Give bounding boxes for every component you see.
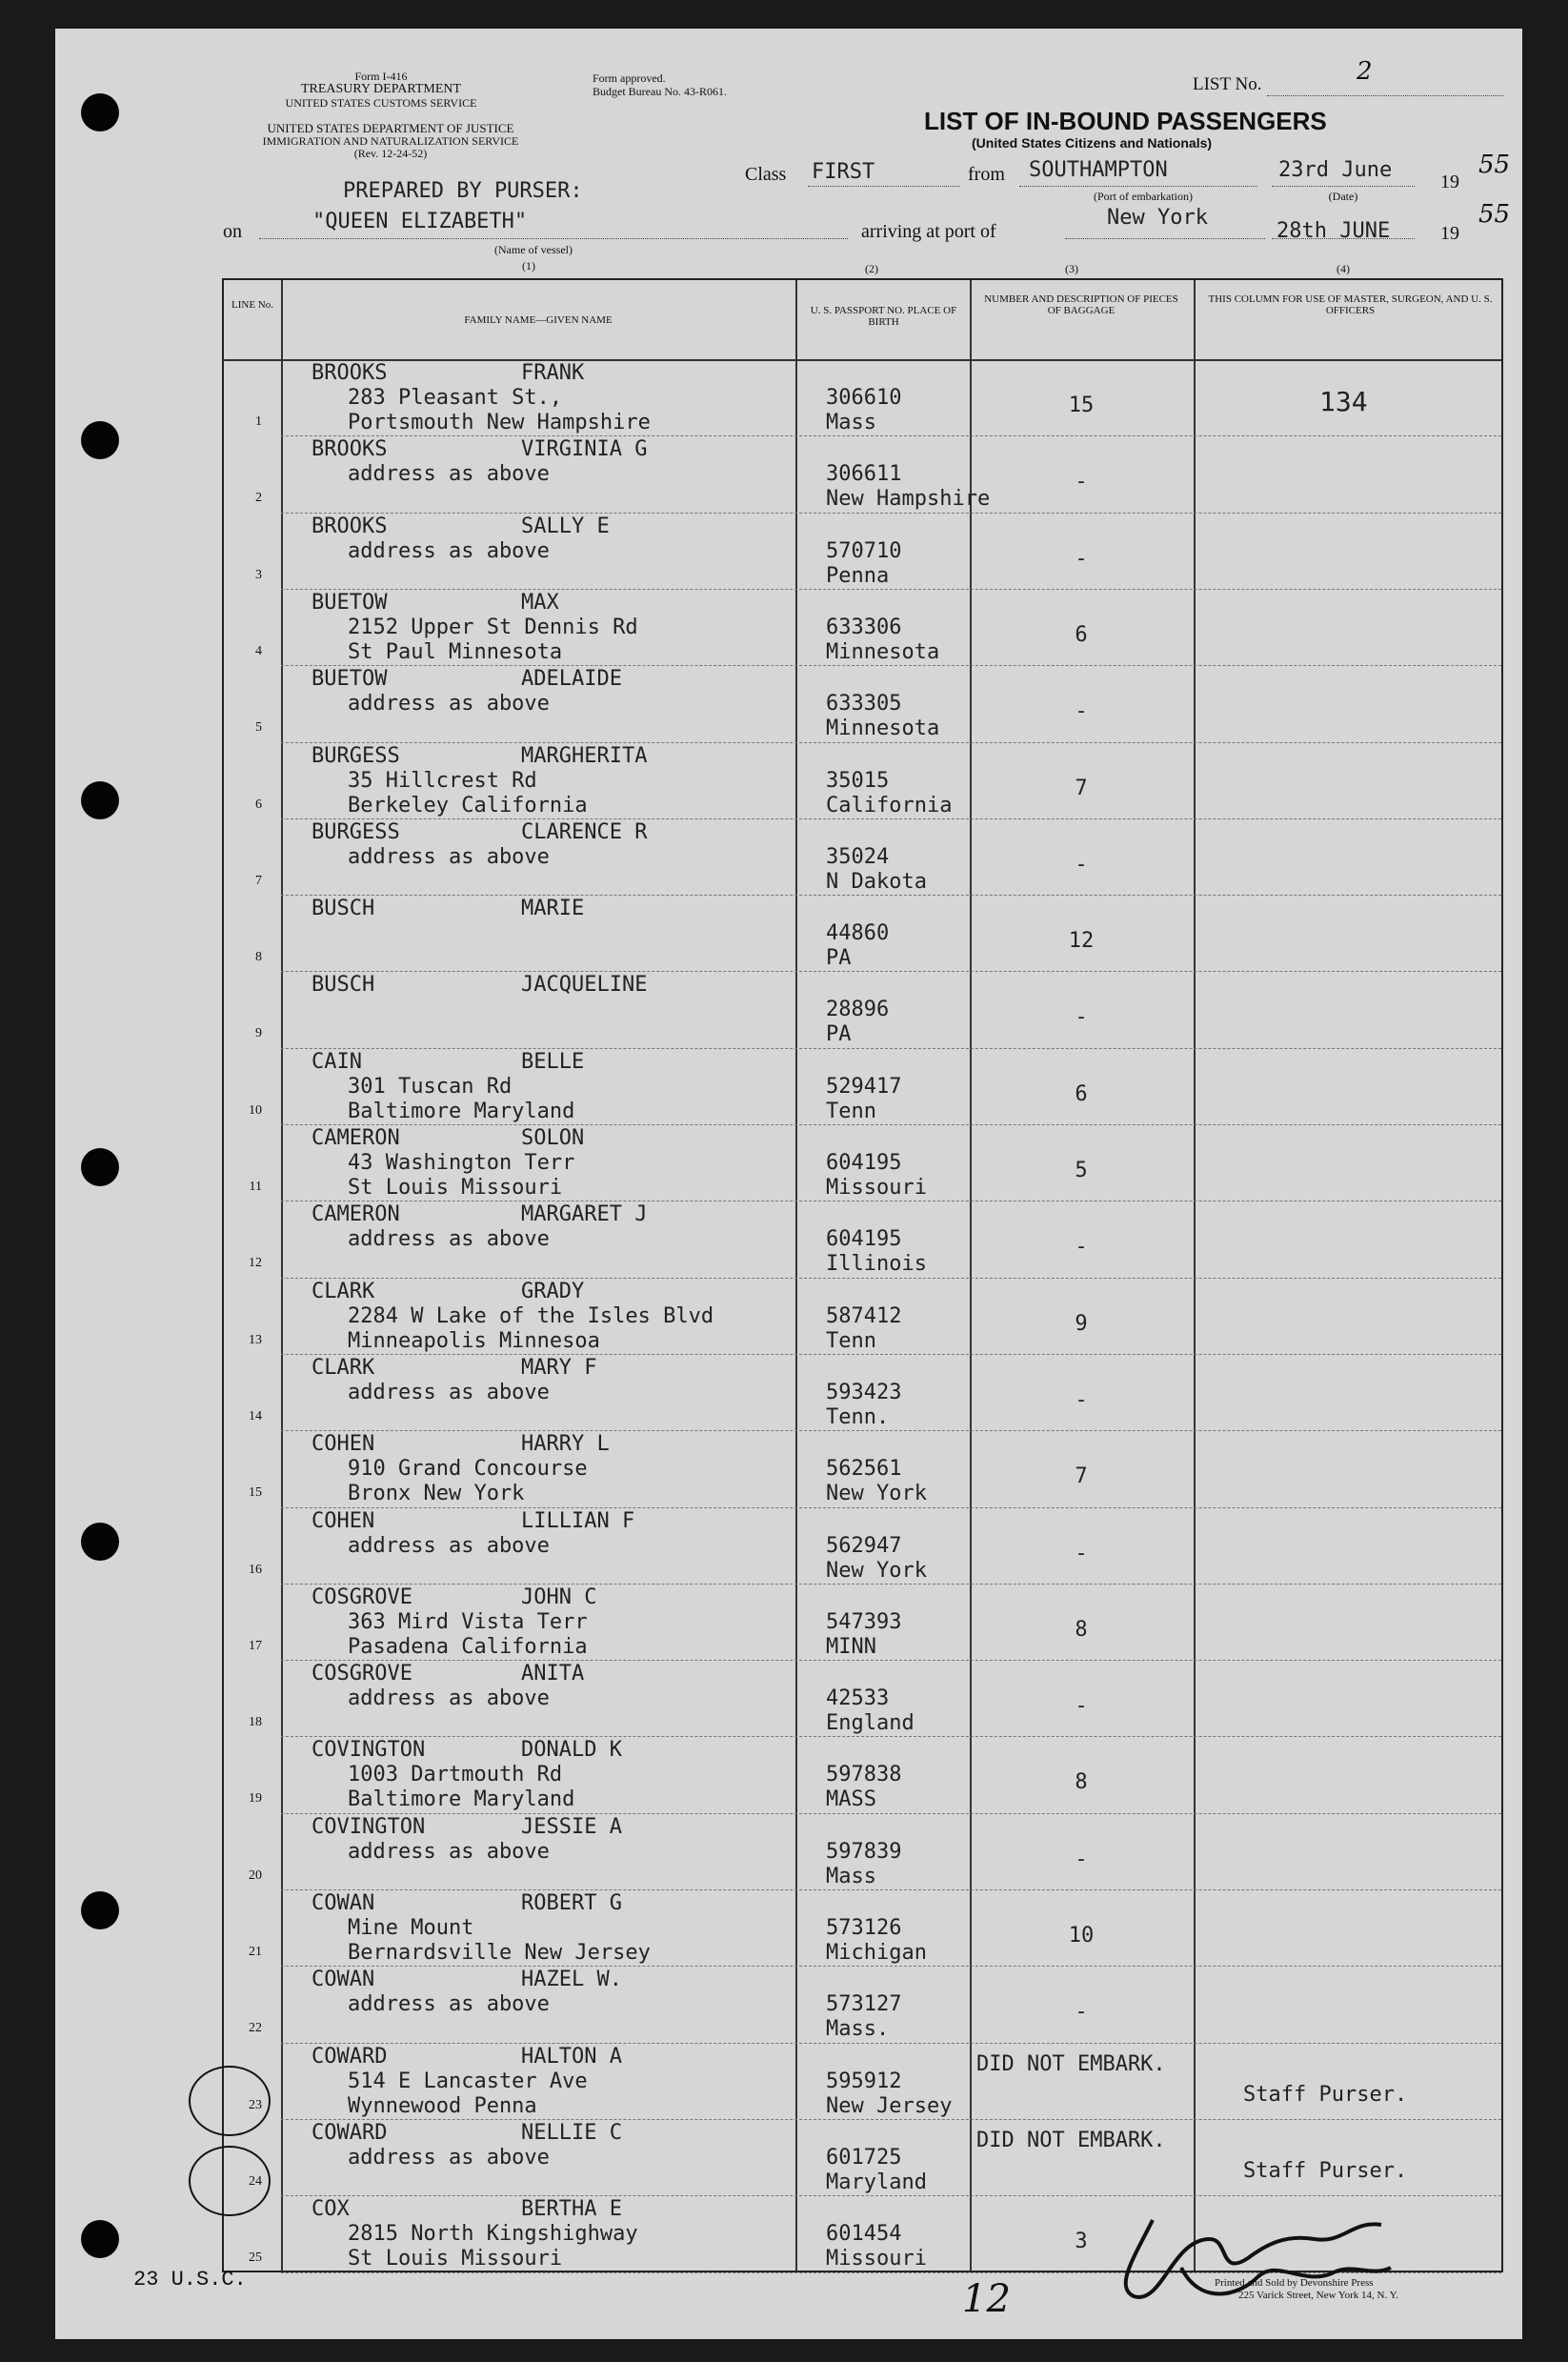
printer-imprint: Printed and Sold by Devonshire Press: [1215, 2277, 1374, 2289]
address-line-1: 2815 North Kingshighway: [348, 2222, 638, 2247]
place-of-birth: Minnesota: [826, 639, 940, 664]
arrival-year: 55: [1478, 200, 1511, 229]
date-rule: [1272, 186, 1415, 187]
table-row-divider: [281, 2119, 1501, 2120]
address-line-1: address as above: [348, 1380, 550, 1404]
line-number: 16: [249, 1562, 262, 1577]
address-line-1: 283 Pleasant St.,: [348, 386, 563, 410]
place-of-birth: England: [826, 1711, 915, 1736]
class-rule: [808, 186, 960, 187]
address-line-1: address as above: [348, 1839, 550, 1864]
baggage-count: 8: [1075, 1770, 1088, 1795]
given-name: BELLE: [521, 1049, 585, 1074]
table-row-divider: [281, 1354, 1501, 1355]
given-name: MARGHERITA: [521, 743, 648, 768]
place-of-birth: MINN: [826, 1634, 876, 1659]
staff-purser-note: Staff Purser.: [1243, 2082, 1408, 2107]
given-name: BERTHA E: [521, 2197, 622, 2222]
document-subtitle: (United States Citizens and Nationals): [972, 135, 1213, 151]
passport-number: 573127: [826, 1992, 902, 2017]
col-header-line-no: LINE No.: [231, 299, 273, 311]
column-number-1: (1): [522, 259, 535, 273]
year-prefix-2: 19: [1440, 223, 1459, 244]
table-row-divider: [281, 589, 1501, 590]
address-line-2: Minneapolis Minnesoa: [348, 1328, 600, 1353]
place-of-birth: PA: [826, 946, 852, 971]
given-name: SOLON: [521, 1126, 585, 1150]
passport-number: 42533: [826, 1686, 890, 1711]
passport-number: 595912: [826, 2069, 902, 2093]
family-name: COWAN: [312, 1891, 375, 1915]
line-number: 24: [249, 2173, 262, 2189]
line-number: 22: [249, 2021, 262, 2036]
passport-number: 573126: [826, 1916, 902, 1940]
baggage-count: -: [1075, 546, 1088, 571]
family-name: BURGESS: [312, 819, 400, 844]
binder-hole: [81, 93, 119, 131]
given-name: DONALD K: [521, 1738, 622, 1763]
given-name: JESSIE A: [521, 1814, 622, 1839]
binder-hole: [81, 1891, 119, 1929]
table-row-divider: [281, 665, 1501, 666]
place-of-birth: N Dakota: [826, 869, 927, 894]
given-name: JACQUELINE: [521, 973, 648, 998]
prepared-by: PREPARED BY PURSER:: [343, 179, 583, 203]
given-name: NELLIE C: [521, 2120, 622, 2145]
col-header-baggage: NUMBER AND DESCRIPTION OF PIECES OF BAGGAGE: [984, 293, 1178, 316]
baggage-count: -: [1075, 852, 1088, 877]
line-number: 6: [255, 797, 262, 812]
place-of-birth: Maryland: [826, 2170, 927, 2194]
passport-number: 44860: [826, 921, 890, 946]
family-name: BUETOW: [312, 667, 388, 692]
given-name: MAX: [521, 590, 559, 615]
port-of-embarkation: SOUTHAMPTON: [1029, 158, 1168, 182]
table-row-divider: [281, 1584, 1501, 1585]
address-line-2: Baltimore Maryland: [348, 1099, 575, 1123]
customs-service: UNITED STATES CUSTOMS SERVICE: [285, 96, 477, 110]
baggage-count: -: [1075, 470, 1088, 495]
line-number: 7: [255, 873, 262, 888]
place-of-birth: Penna: [826, 563, 890, 588]
line-number: 13: [249, 1332, 262, 1347]
table-row-divider: [281, 513, 1501, 514]
baggage-count: -: [1075, 1694, 1088, 1719]
line-number: 18: [249, 1715, 262, 1730]
place-of-birth: Missouri: [826, 2247, 927, 2271]
vessel-caption: (Name of vessel): [494, 243, 573, 256]
address-line-1: 35 Hillcrest Rd: [348, 768, 537, 793]
place-of-birth: California: [826, 793, 953, 818]
passport-number: 587412: [826, 1303, 902, 1328]
address-line-1: address as above: [348, 2145, 550, 2170]
table-row-divider: [281, 1736, 1501, 1737]
line-number: 25: [249, 2251, 262, 2266]
col-header-officers: THIS COLUMN FOR USE OF MASTER, SURGEON, AND U. S. OFFICERS: [1208, 293, 1493, 316]
given-name: ADELAIDE: [521, 667, 622, 692]
address-line-2: Wynnewood Penna: [348, 2093, 537, 2118]
passport-number: 604195: [826, 1227, 902, 1252]
place-of-birth: PA: [826, 1022, 852, 1047]
document-title: LIST OF IN-BOUND PASSENGERS: [924, 107, 1327, 135]
embarkation-date: 23rd June: [1278, 158, 1393, 182]
family-name: CLARK: [312, 1355, 375, 1380]
baggage-count: -: [1075, 699, 1088, 724]
given-name: SALLY E: [521, 514, 610, 538]
address-line-1: address as above: [348, 462, 550, 487]
baggage-count: 7: [1075, 776, 1088, 800]
place-of-birth: Tenn.: [826, 1404, 890, 1429]
line-number: 11: [249, 1180, 262, 1194]
table-row-divider: [281, 895, 1501, 896]
form-number: Form I-416: [354, 70, 408, 83]
table-row-divider: [281, 435, 1501, 436]
officer-signature: [1096, 2182, 1496, 2334]
handwritten-total: 12: [962, 2277, 1011, 2321]
address-line-2: Pasadena California: [348, 1634, 588, 1659]
place-of-birth: Mass: [826, 1864, 876, 1888]
year-prefix: 19: [1440, 172, 1459, 192]
address-line-1: 301 Tuscan Rd: [348, 1074, 513, 1099]
table-row-divider: [281, 1124, 1501, 1125]
binder-hole: [81, 421, 119, 459]
budget-bureau: Budget Bureau No. 43-R061.: [593, 85, 727, 98]
family-name: CLARK: [312, 1279, 375, 1303]
column-number-2: (2): [865, 262, 878, 275]
family-name: BROOKS: [312, 514, 388, 538]
baggage-count: -: [1075, 2000, 1088, 2025]
passport-number: 604195: [826, 1151, 902, 1175]
table-row-divider: [281, 1889, 1501, 1890]
family-name: COWAN: [312, 1968, 375, 1992]
arrival-date: 28th JUNE: [1277, 219, 1391, 243]
passenger-table: [222, 278, 1503, 2272]
baggage-count: 9: [1075, 1311, 1088, 1336]
treasury-department: TREASURY DEPARTMENT: [300, 82, 462, 96]
address-line-1: address as above: [348, 1533, 550, 1558]
line-number: 20: [249, 1867, 262, 1883]
passport-number: 547393: [826, 1609, 902, 1634]
line-number: 23: [249, 2097, 262, 2112]
family-name: COHEN: [312, 1432, 375, 1457]
passport-number: 601454: [826, 2222, 902, 2247]
baggage-count: 15: [1068, 394, 1095, 417]
port-caption: (Port of embarkation): [1094, 190, 1193, 203]
staff-purser-note: Staff Purser.: [1243, 2158, 1408, 2183]
baggage-count: 12: [1068, 929, 1095, 954]
line-number: 2: [255, 491, 262, 506]
on-label: on: [223, 221, 242, 242]
table-row-divider: [281, 1278, 1501, 1279]
given-name: MARIE: [521, 897, 585, 921]
baggage-count: DID NOT EMBARK.: [976, 2051, 1166, 2076]
address-line-1: 43 Washington Terr: [348, 1151, 575, 1175]
place-of-birth: New Hampshire: [826, 487, 991, 512]
line-number: 14: [249, 1408, 262, 1423]
vessel-name: "QUEEN ELIZABETH": [312, 210, 528, 233]
address-line-1: address as above: [348, 844, 550, 869]
passport-number: 601725: [826, 2145, 902, 2170]
binder-hole: [81, 2220, 119, 2258]
table-row-divider: [281, 1507, 1501, 1508]
given-name: JOHN C: [521, 1585, 597, 1609]
place-of-birth: Mass: [826, 411, 876, 434]
family-name: BROOKS: [312, 437, 388, 462]
usc-citation: 23 U.S.C.: [133, 2268, 247, 2291]
baggage-count: 6: [1075, 622, 1088, 647]
binder-hole: [81, 781, 119, 819]
passport-number: 35024: [826, 844, 890, 869]
family-name: CAIN: [312, 1049, 362, 1074]
address-line-1: address as above: [348, 538, 550, 563]
place-of-birth: Tenn: [826, 1328, 876, 1353]
officer-note: 134: [1319, 386, 1368, 417]
from-label: from: [968, 164, 1005, 185]
given-name: HARRY L: [521, 1432, 610, 1457]
address-line-2: St Louis Missouri: [348, 2247, 563, 2271]
passport-number: 35015: [826, 768, 890, 793]
column-divider: [281, 280, 283, 2271]
passport-number: 562947: [826, 1533, 902, 1558]
binder-hole: [81, 1523, 119, 1561]
class-label: Class: [745, 164, 787, 185]
header-rule: [224, 359, 1501, 361]
given-name: GRADY: [521, 1279, 585, 1303]
line-number: 4: [255, 643, 262, 658]
baggage-count: 7: [1075, 1464, 1088, 1489]
port-rule: [1019, 186, 1257, 187]
col-header-name: FAMILY NAME—GIVEN NAME: [464, 314, 613, 326]
baggage-count: -: [1075, 1541, 1088, 1565]
family-name: BURGESS: [312, 743, 400, 768]
table-row-divider: [281, 1966, 1501, 1967]
family-name: CAMERON: [312, 1202, 400, 1227]
baggage-count: -: [1075, 1235, 1088, 1260]
column-divider: [795, 280, 797, 2271]
passport-number: 306611: [826, 462, 902, 487]
form-approved: Form approved.: [593, 71, 666, 85]
arriving-label: arriving at port of: [861, 221, 996, 242]
passport-number: 597838: [826, 1763, 902, 1787]
printer-address: 225 Varick Street, New York 14, N. Y.: [1238, 2290, 1398, 2301]
passport-number: 306610: [826, 386, 902, 410]
class-value: FIRST: [812, 160, 875, 184]
given-name: ANITA: [521, 1662, 585, 1686]
date-caption: (Date): [1328, 190, 1358, 203]
place-of-birth: Tenn: [826, 1099, 876, 1123]
line-number: 9: [255, 1026, 262, 1041]
department-of-justice: UNITED STATES DEPARTMENT OF JUSTICE: [267, 121, 514, 135]
column-number-3: (3): [1065, 262, 1078, 275]
given-name: LILLIAN F: [521, 1508, 635, 1533]
address-line-1: 2152 Upper St Dennis Rd: [348, 615, 638, 639]
arrival-port-rule: [1065, 238, 1265, 239]
place-of-birth: MASS: [826, 1787, 876, 1812]
address-line-2: Berkeley California: [348, 793, 588, 818]
address-line-2: Portsmouth New Hampshire: [348, 411, 651, 434]
family-name: BUSCH: [312, 897, 375, 921]
place-of-birth: Illinois: [826, 1252, 927, 1277]
vessel-rule: [259, 238, 848, 239]
passport-number: 529417: [826, 1074, 902, 1099]
family-name: BUETOW: [312, 590, 388, 615]
address-line-2: Bernardsville New Jersey: [348, 1941, 651, 1965]
column-divider: [970, 280, 972, 2271]
address-line-1: Mine Mount: [348, 1916, 474, 1940]
column-number-4: (4): [1337, 262, 1350, 275]
family-name: COSGROVE: [312, 1662, 412, 1686]
baggage-count: -: [1075, 1387, 1088, 1412]
line-number: 17: [249, 1638, 262, 1653]
place-of-birth: New Jersey: [826, 2093, 953, 2118]
passport-number: 570710: [826, 538, 902, 563]
baggage-count: 3: [1075, 2230, 1088, 2254]
line-number: 1: [255, 414, 262, 429]
address-line-2: Bronx New York: [348, 1482, 525, 1506]
place-of-birth: Michigan: [826, 1941, 927, 1965]
place-of-birth: Missouri: [826, 1176, 927, 1200]
place-of-birth: New York: [826, 1482, 927, 1506]
passport-number: 28896: [826, 998, 890, 1022]
line-number: 3: [255, 567, 262, 582]
family-name: COHEN: [312, 1508, 375, 1533]
family-name: BROOKS: [312, 361, 388, 385]
embarkation-year: 55: [1478, 151, 1511, 179]
address-line-1: address as above: [348, 1686, 550, 1711]
baggage-count: -: [1075, 1847, 1088, 1871]
line-number: 5: [255, 720, 262, 736]
address-line-1: 2284 W Lake of the Isles Blvd: [348, 1303, 714, 1328]
passport-number: 597839: [826, 1839, 902, 1864]
address-line-1: 910 Grand Concourse: [348, 1457, 588, 1482]
signature-stroke: [1181, 2268, 1391, 2294]
table-row-divider: [281, 1813, 1501, 1814]
line-number: 19: [249, 1791, 262, 1807]
family-name: COWARD: [312, 2044, 388, 2069]
address-line-1: address as above: [348, 1992, 550, 2017]
line-number: 10: [249, 1102, 262, 1118]
column-divider: [1194, 280, 1196, 2271]
table-row-divider: [281, 742, 1501, 743]
address-line-1: 1003 Dartmouth Rd: [348, 1763, 563, 1787]
baggage-count: 8: [1075, 1617, 1088, 1642]
baggage-count: DID NOT EMBARK.: [976, 2128, 1166, 2152]
place-of-birth: Mass.: [826, 2017, 890, 2042]
form-revision: (Rev. 12-24-52): [353, 147, 428, 160]
given-name: HALTON A: [521, 2044, 622, 2069]
passport-number: 593423: [826, 1380, 902, 1404]
given-name: CLARENCE R: [521, 819, 648, 844]
table-row-divider: [281, 818, 1501, 819]
list-number-rule: [1267, 95, 1503, 96]
list-number: 2: [1357, 57, 1373, 86]
table-row-divider: [281, 2043, 1501, 2044]
family-name: CAMERON: [312, 1126, 400, 1150]
table-row-divider: [281, 1048, 1501, 1049]
baggage-count: 10: [1068, 1924, 1095, 1948]
address-line-1: 363 Mird Vista Terr: [348, 1609, 588, 1634]
given-name: HAZEL W.: [521, 1968, 622, 1992]
passport-number: 633305: [826, 692, 902, 717]
place-of-birth: Minnesota: [826, 717, 940, 741]
line-number: 8: [255, 950, 262, 965]
line-number: 21: [249, 1945, 262, 1959]
given-name: FRANK: [521, 361, 585, 385]
family-name: COVINGTON: [312, 1814, 426, 1839]
family-name: COWARD: [312, 2120, 388, 2145]
line-circle-mark: [189, 2066, 271, 2136]
signature-stroke: [1126, 2220, 1381, 2297]
binder-hole: [81, 1148, 119, 1186]
table-row-divider: [281, 971, 1501, 972]
family-name: COVINGTON: [312, 1738, 426, 1763]
given-name: MARY F: [521, 1355, 597, 1380]
family-name: COSGROVE: [312, 1585, 412, 1609]
family-name: COX: [312, 2197, 350, 2222]
address-line-1: address as above: [348, 692, 550, 717]
given-name: ROBERT G: [521, 1891, 622, 1915]
baggage-count: 6: [1075, 1081, 1088, 1106]
address-line-2: St Louis Missouri: [348, 1176, 563, 1200]
line-circle-mark: [189, 2146, 271, 2216]
given-name: MARGARET J: [521, 1202, 648, 1227]
address-line-1: 514 E Lancaster Ave: [348, 2069, 588, 2093]
arrival-port: New York: [1107, 206, 1208, 230]
table-row-divider: [281, 1660, 1501, 1661]
address-line-2: St Paul Minnesota: [348, 639, 563, 664]
family-name: BUSCH: [312, 973, 375, 998]
immigration-service: IMMIGRATION AND NATURALIZATION SERVICE: [262, 134, 519, 148]
line-number: 12: [249, 1256, 262, 1271]
arrival-date-rule: [1272, 238, 1415, 239]
baggage-count: 5: [1075, 1159, 1088, 1182]
place-of-birth: New York: [826, 1558, 927, 1583]
given-name: VIRGINIA G: [521, 437, 648, 462]
baggage-count: -: [1075, 1005, 1088, 1030]
passport-number: 633306: [826, 615, 902, 639]
address-line-1: address as above: [348, 1227, 550, 1252]
table-row-divider: [281, 1430, 1501, 1431]
line-number: 15: [249, 1485, 262, 1501]
passport-number: 562561: [826, 1457, 902, 1482]
list-number-label: LIST No.: [1193, 74, 1262, 94]
address-line-2: Baltimore Maryland: [348, 1787, 575, 1812]
col-header-passport: U. S. PASSPORT NO. PLACE OF BIRTH: [810, 305, 957, 328]
